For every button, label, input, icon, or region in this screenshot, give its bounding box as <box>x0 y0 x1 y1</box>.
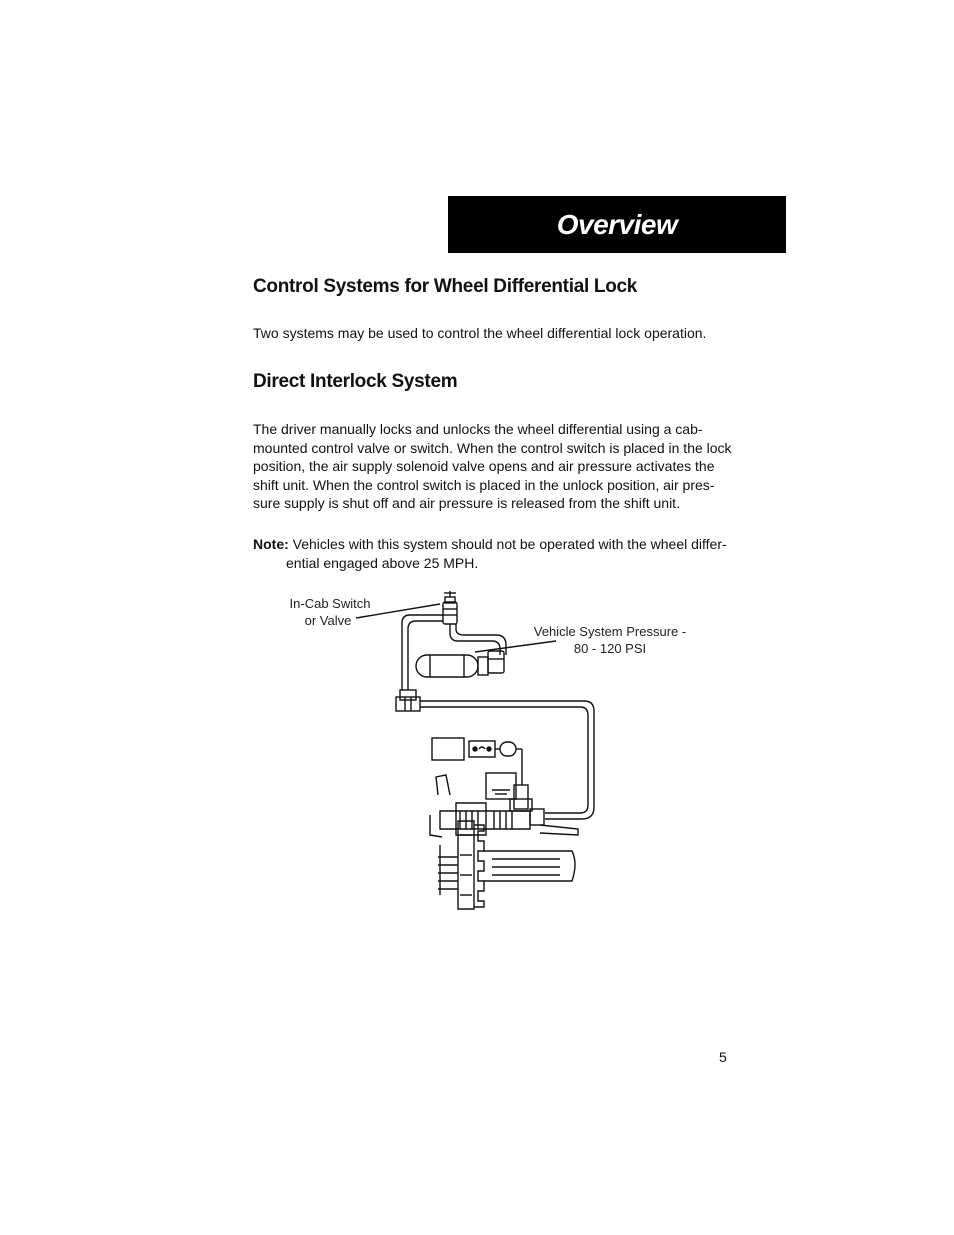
label-pressure-line1: Vehicle System Pressure - <box>533 624 687 639</box>
paragraph-line: sure supply is shut off and air pressure is released from the shift unit. <box>253 495 680 512</box>
paragraph-line: shift unit. When the control switch is placed in the unlock position, air pres- <box>253 476 715 493</box>
section-heading-direct-interlock: Direct Interlock System <box>253 371 458 392</box>
note-text-1: Vehicles with this system should not be operated with the wheel differ- <box>292 536 727 552</box>
section-heading-control-systems: Control Systems for Wheel Differential Lock <box>253 276 638 297</box>
leader-line-pressure <box>475 641 556 652</box>
label-in-cab-switch-line2: or Valve <box>304 613 352 628</box>
note-text-2: ential engaged above 25 MPH. <box>286 554 479 571</box>
note-block <box>253 535 743 572</box>
paragraph-line: position, the air supply solenoid valve opens and air pressure activates the <box>253 458 715 475</box>
label-pressure-line2: 80 - 120 PSI <box>573 641 647 656</box>
note-line-1 <box>253 535 743 554</box>
gear-ring-icon <box>458 821 484 909</box>
label-in-cab-switch-line1: In-Cab Switch <box>289 596 371 611</box>
air-tank-icon <box>416 651 504 677</box>
air-system-diagram <box>260 585 640 915</box>
intro-paragraph: Two systems may be used to control the wheel differential lock operation. <box>253 325 707 341</box>
shift-unit-icon <box>430 775 530 837</box>
section-banner <box>448 196 786 253</box>
paragraph-line: mounted control valve or switch. When the control switch is placed in the lock <box>253 439 732 456</box>
direct-interlock-paragraph <box>253 420 743 513</box>
note-label: Note: <box>253 536 289 552</box>
in-cab-valve-icon <box>443 591 457 624</box>
leader-line-switch <box>356 604 440 618</box>
reservoir-icon <box>486 773 516 799</box>
paragraph-line: The driver manually locks and unlocks the wheel differential using a cab- <box>253 421 703 437</box>
page-title: Overview <box>556 208 678 240</box>
solenoid-valve-icon <box>510 785 544 825</box>
tee-fitting-icon <box>396 690 420 711</box>
electrical-box-icon <box>432 738 522 785</box>
page-number: 5 <box>719 1049 727 1065</box>
